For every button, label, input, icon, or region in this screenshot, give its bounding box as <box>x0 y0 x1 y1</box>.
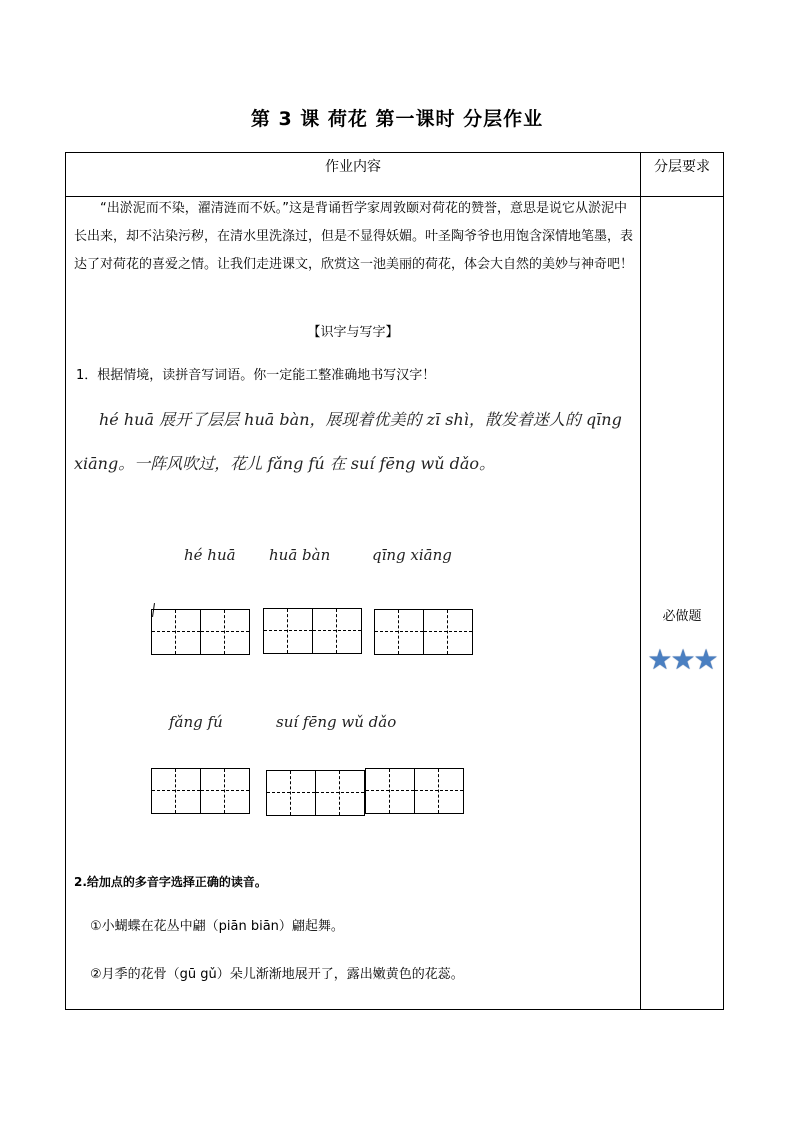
grid-cell[interactable] <box>264 609 312 653</box>
grid-cell[interactable] <box>414 769 463 813</box>
pinyin-label: hé huā <box>184 546 236 564</box>
pinyin-label: qīng xiāng <box>372 546 452 564</box>
grid-cell[interactable] <box>315 771 364 815</box>
grid-cell[interactable] <box>152 769 200 813</box>
header-content: 作业内容 <box>325 159 381 175</box>
star-icon: ★★★ <box>647 643 717 676</box>
grid-cell[interactable] <box>366 769 414 813</box>
grid-cell[interactable] <box>312 609 361 653</box>
section-title: 【识字与写字】 <box>307 325 399 340</box>
requirement-label: 必做题 <box>662 609 702 624</box>
writing-grid[interactable] <box>263 608 362 654</box>
question-2-item: ②月季的花骨（gū gǔ）朵儿渐渐地展开了，露出嫩黄色的花蕊。 <box>90 967 464 982</box>
grid-cell[interactable] <box>267 771 315 815</box>
grid-cell[interactable] <box>200 610 249 654</box>
writing-grid[interactable] <box>374 609 473 655</box>
difficulty-stars <box>641 643 723 676</box>
intro-paragraph: “出淤泥而不染，濯清涟而不妖。”这是背诵哲学家周敦颐对荷花的赞誉，意思是说它从淤泥中长出来，却不沾染污秽，在清水里洗涤过，但是不显得妖媚。叶圣陶爷爷也用饱含深情地笔墨，表达了对荷花的喜爱之情。让我们走进课文，欣赏这一池美丽的荷花，体会大自然的美妙与神奇吧！ <box>74 201 634 272</box>
grid-cell[interactable] <box>423 610 472 654</box>
question-2-item: ①小蝴蝶在花丛中翩（piān biān）翩起舞。 <box>90 919 344 934</box>
question-1-prompt: 1．根据情境，读拼音写词语。你一定能工整准确地书写汉字！ <box>76 368 436 383</box>
homework-table <box>65 152 724 1010</box>
header-level: 分层要求 <box>654 159 710 175</box>
pinyin-label: fǎng fú <box>169 713 223 731</box>
grid-cell[interactable] <box>375 610 423 654</box>
pinyin-passage-line-2: xiāng。一阵风吹过，花儿 fǎng fú 在 suí fēng wǔ dǎo。 <box>74 454 496 473</box>
grid-cell[interactable] <box>200 769 249 813</box>
question-2-prompt: 2.给加点的多音字选择正确的读音。 <box>74 875 267 889</box>
pinyin-label: huā bàn <box>269 546 331 564</box>
writing-grid[interactable] <box>266 770 365 816</box>
grid-cell[interactable] <box>152 610 200 654</box>
pinyin-label: suí fēng wǔ dǎo <box>276 713 397 731</box>
page-title: 第 3 课 荷花 第一课时 分层作业 <box>250 108 544 130</box>
pinyin-passage-line-1: hé huā 展开了层层 huā bàn，展现着优美的 zī shì，散发着迷人的 qīng <box>99 410 622 429</box>
table-column-divider <box>640 153 641 1009</box>
writing-grid[interactable] <box>365 768 464 814</box>
writing-grid[interactable] <box>151 768 250 814</box>
writing-grid[interactable] <box>151 609 250 655</box>
